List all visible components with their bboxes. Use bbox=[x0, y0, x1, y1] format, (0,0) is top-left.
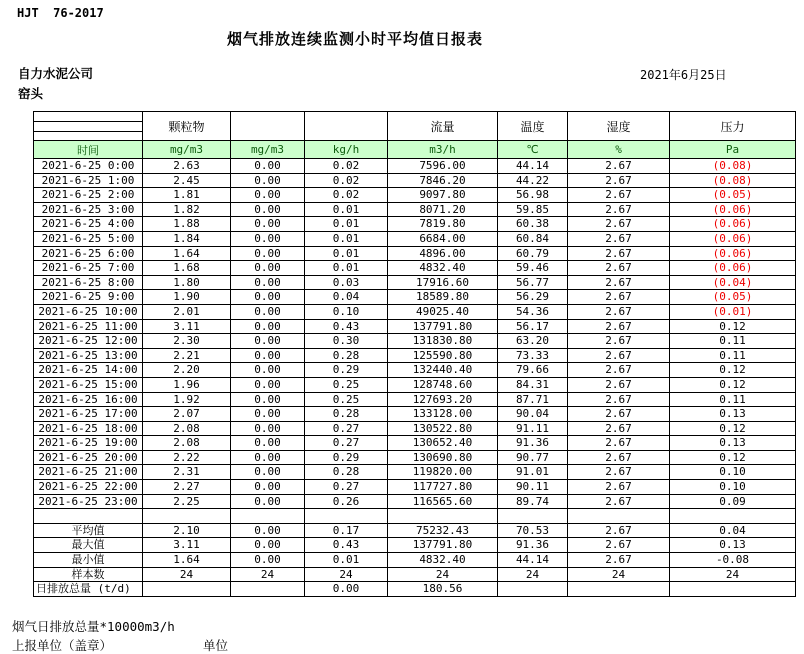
unit-m3-h: m3/h bbox=[388, 141, 498, 159]
header-humidity: 湿度 bbox=[568, 112, 670, 141]
value-cell: 0.00 bbox=[231, 407, 305, 422]
value-cell: 84.31 bbox=[498, 377, 568, 392]
value-cell: 2.22 bbox=[143, 450, 231, 465]
value-cell: 125590.80 bbox=[388, 348, 498, 363]
table-row bbox=[34, 348, 796, 363]
value-cell: 2.67 bbox=[568, 421, 670, 436]
value-cell: (0.06) bbox=[670, 217, 796, 232]
value-cell: (0.05) bbox=[670, 188, 796, 203]
value-cell: 130522.80 bbox=[388, 421, 498, 436]
table-row bbox=[34, 480, 796, 495]
summary-value: 0.00 bbox=[231, 523, 305, 538]
value-cell: 132440.40 bbox=[388, 363, 498, 378]
value-cell: 73.33 bbox=[498, 348, 568, 363]
time-cell: 2021-6-25 18:00 bbox=[34, 421, 143, 436]
value-cell: 4832.40 bbox=[388, 261, 498, 276]
value-cell: 0.00 bbox=[231, 319, 305, 334]
table-row bbox=[34, 450, 796, 465]
company-name: 自力水泥公司 bbox=[18, 66, 94, 81]
summary-value: 3.11 bbox=[143, 538, 231, 553]
value-cell: 0.27 bbox=[305, 436, 388, 451]
value-cell: 44.14 bbox=[498, 159, 568, 174]
table-row bbox=[34, 173, 796, 188]
value-cell: 2.67 bbox=[568, 450, 670, 465]
summary-value bbox=[231, 582, 305, 597]
value-cell: 0.00 bbox=[231, 334, 305, 349]
value-cell: 0.43 bbox=[305, 319, 388, 334]
table-row bbox=[34, 261, 796, 276]
value-cell: 0.01 bbox=[305, 217, 388, 232]
value-cell: 119820.00 bbox=[388, 465, 498, 480]
value-cell: 2.67 bbox=[568, 392, 670, 407]
value-cell: 0.00 bbox=[231, 436, 305, 451]
value-cell: 3.11 bbox=[143, 319, 231, 334]
summary-row bbox=[34, 553, 796, 568]
time-cell: 2021-6-25 9:00 bbox=[34, 290, 143, 305]
report-unit-label: 上报单位（盖章） bbox=[12, 638, 113, 653]
value-cell: 127693.20 bbox=[388, 392, 498, 407]
value-cell: 0.03 bbox=[305, 275, 388, 290]
time-cell: 2021-6-25 11:00 bbox=[34, 319, 143, 334]
value-cell: 0.00 bbox=[231, 173, 305, 188]
summary-value: 2.10 bbox=[143, 523, 231, 538]
time-cell: 2021-6-25 7:00 bbox=[34, 261, 143, 276]
summary-row bbox=[34, 567, 796, 582]
time-cell: 2021-6-25 17:00 bbox=[34, 407, 143, 422]
header-time: 时间 bbox=[34, 141, 143, 159]
unit-pa: Pa bbox=[670, 141, 796, 159]
value-cell: 137791.80 bbox=[388, 319, 498, 334]
table-row bbox=[34, 304, 796, 319]
value-cell: 0.00 bbox=[231, 261, 305, 276]
header-particulate: 颗粒物 bbox=[143, 112, 231, 141]
value-cell: 2.20 bbox=[143, 363, 231, 378]
value-cell: 2.67 bbox=[568, 465, 670, 480]
value-cell: 0.00 bbox=[231, 231, 305, 246]
value-cell: 56.29 bbox=[498, 290, 568, 305]
value-cell: 0.00 bbox=[231, 392, 305, 407]
value-cell: 0.10 bbox=[670, 480, 796, 495]
summary-value bbox=[670, 582, 796, 597]
value-cell: 0.29 bbox=[305, 363, 388, 378]
value-cell: 0.00 bbox=[231, 348, 305, 363]
table-row bbox=[34, 202, 796, 217]
value-cell: 60.38 bbox=[498, 217, 568, 232]
value-cell: 2.67 bbox=[568, 173, 670, 188]
value-cell: 0.25 bbox=[305, 377, 388, 392]
value-cell: (0.06) bbox=[670, 246, 796, 261]
value-cell: 90.77 bbox=[498, 450, 568, 465]
time-cell: 2021-6-25 21:00 bbox=[34, 465, 143, 480]
value-cell: 1.92 bbox=[143, 392, 231, 407]
table-row bbox=[34, 421, 796, 436]
header-temperature: 温度 bbox=[498, 112, 568, 141]
value-cell: 0.00 bbox=[231, 480, 305, 495]
time-cell: 2021-6-25 8:00 bbox=[34, 275, 143, 290]
value-cell: 133128.00 bbox=[388, 407, 498, 422]
unit-kg-h: kg/h bbox=[305, 141, 388, 159]
value-cell: 2.67 bbox=[568, 246, 670, 261]
summary-value: 4832.40 bbox=[388, 553, 498, 568]
value-cell: 0.02 bbox=[305, 159, 388, 174]
value-cell: 2.30 bbox=[143, 334, 231, 349]
header-empty-2 bbox=[305, 112, 388, 141]
time-cell: 2021-6-25 2:00 bbox=[34, 188, 143, 203]
value-cell: 79.66 bbox=[498, 363, 568, 378]
value-cell: 130690.80 bbox=[388, 450, 498, 465]
value-cell: 9097.80 bbox=[388, 188, 498, 203]
value-cell: 117727.80 bbox=[388, 480, 498, 495]
value-cell: 1.64 bbox=[143, 246, 231, 261]
value-cell: 0.29 bbox=[305, 450, 388, 465]
time-cell: 2021-6-25 5:00 bbox=[34, 231, 143, 246]
summary-label: 样本数 bbox=[34, 567, 143, 582]
value-cell: 91.36 bbox=[498, 436, 568, 451]
unit-celsius: ℃ bbox=[498, 141, 568, 159]
value-cell: 0.02 bbox=[305, 188, 388, 203]
summary-value: 24 bbox=[670, 567, 796, 582]
value-cell: 2.67 bbox=[568, 217, 670, 232]
footer-signature-line bbox=[12, 636, 412, 654]
value-cell: 91.01 bbox=[498, 465, 568, 480]
unit-label: 单位 bbox=[203, 638, 229, 653]
value-cell: 4896.00 bbox=[388, 246, 498, 261]
time-cell: 2021-6-25 15:00 bbox=[34, 377, 143, 392]
time-cell: 2021-6-25 20:00 bbox=[34, 450, 143, 465]
summary-label: 日排放总量 (t/d) bbox=[34, 582, 143, 597]
value-cell: 2.67 bbox=[568, 275, 670, 290]
summary-value: 0.43 bbox=[305, 538, 388, 553]
time-cell: 2021-6-25 4:00 bbox=[34, 217, 143, 232]
value-cell: 49025.40 bbox=[388, 304, 498, 319]
value-cell: 2.63 bbox=[143, 159, 231, 174]
value-cell: 0.00 bbox=[231, 275, 305, 290]
summary-value: 0.04 bbox=[670, 523, 796, 538]
value-cell: 0.26 bbox=[305, 494, 388, 509]
summary-value: 0.01 bbox=[305, 553, 388, 568]
summary-value: 2.67 bbox=[568, 538, 670, 553]
time-cell: 2021-6-25 19:00 bbox=[34, 436, 143, 451]
value-cell: 1.68 bbox=[143, 261, 231, 276]
value-cell: 7846.20 bbox=[388, 173, 498, 188]
value-cell: 2.67 bbox=[568, 334, 670, 349]
value-cell: (0.06) bbox=[670, 261, 796, 276]
value-cell: 2.67 bbox=[568, 494, 670, 509]
value-cell: 0.00 bbox=[231, 377, 305, 392]
value-cell: 2.67 bbox=[568, 290, 670, 305]
value-cell: 1.90 bbox=[143, 290, 231, 305]
value-cell: 0.28 bbox=[305, 407, 388, 422]
time-cell: 2021-6-25 1:00 bbox=[34, 173, 143, 188]
value-cell: 63.20 bbox=[498, 334, 568, 349]
value-cell: 0.00 bbox=[231, 421, 305, 436]
value-cell: 56.98 bbox=[498, 188, 568, 203]
value-cell: 128748.60 bbox=[388, 377, 498, 392]
value-cell: 18589.80 bbox=[388, 290, 498, 305]
value-cell: 56.77 bbox=[498, 275, 568, 290]
summary-value: 2.67 bbox=[568, 523, 670, 538]
value-cell: 0.28 bbox=[305, 348, 388, 363]
value-cell: 0.10 bbox=[670, 465, 796, 480]
value-cell: 2.67 bbox=[568, 363, 670, 378]
value-cell: 0.00 bbox=[231, 363, 305, 378]
hour-rows bbox=[34, 159, 796, 509]
value-cell: 89.74 bbox=[498, 494, 568, 509]
value-cell: 2.27 bbox=[143, 480, 231, 495]
value-cell: 0.01 bbox=[305, 202, 388, 217]
summary-value: 24 bbox=[388, 567, 498, 582]
value-cell: 2.08 bbox=[143, 436, 231, 451]
unit-mg-m3-2: mg/m3 bbox=[231, 141, 305, 159]
value-cell: 0.01 bbox=[305, 231, 388, 246]
value-cell: 0.00 bbox=[231, 465, 305, 480]
value-cell: 2.67 bbox=[568, 188, 670, 203]
summary-value: 24 bbox=[231, 567, 305, 582]
value-cell: 0.00 bbox=[231, 494, 305, 509]
value-cell: 2.45 bbox=[143, 173, 231, 188]
summary-label: 最大值 bbox=[34, 538, 143, 553]
value-cell: (0.08) bbox=[670, 173, 796, 188]
value-cell: 8071.20 bbox=[388, 202, 498, 217]
summary-value: 0.00 bbox=[231, 553, 305, 568]
summary-value: 24 bbox=[498, 567, 568, 582]
unit-percent: % bbox=[568, 141, 670, 159]
summary-value: 2.67 bbox=[568, 553, 670, 568]
value-cell: 0.00 bbox=[231, 290, 305, 305]
summary-value: 44.14 bbox=[498, 553, 568, 568]
value-cell: 0.25 bbox=[305, 392, 388, 407]
summary-row bbox=[34, 523, 796, 538]
value-cell: 56.17 bbox=[498, 319, 568, 334]
value-cell: 6684.00 bbox=[388, 231, 498, 246]
time-cell: 2021-6-25 0:00 bbox=[34, 159, 143, 174]
table-row bbox=[34, 231, 796, 246]
footer-note: 烟气日排放总量*10000m3/h bbox=[12, 619, 175, 634]
value-cell: 0.10 bbox=[305, 304, 388, 319]
value-cell: 0.01 bbox=[305, 261, 388, 276]
time-cell: 2021-6-25 12:00 bbox=[34, 334, 143, 349]
value-cell: 2.67 bbox=[568, 348, 670, 363]
summary-row bbox=[34, 538, 796, 553]
value-cell: 59.85 bbox=[498, 202, 568, 217]
time-cell: 2021-6-25 16:00 bbox=[34, 392, 143, 407]
value-cell: 0.00 bbox=[231, 450, 305, 465]
value-cell: 0.01 bbox=[305, 246, 388, 261]
value-cell: 0.11 bbox=[670, 348, 796, 363]
value-cell: 60.84 bbox=[498, 231, 568, 246]
header-empty-1 bbox=[231, 112, 305, 141]
table-row bbox=[34, 188, 796, 203]
value-cell: 0.00 bbox=[231, 217, 305, 232]
value-cell: (0.05) bbox=[670, 290, 796, 305]
value-cell: 0.12 bbox=[670, 319, 796, 334]
summary-value: 180.56 bbox=[388, 582, 498, 597]
time-cell: 2021-6-25 23:00 bbox=[34, 494, 143, 509]
time-cell: 2021-6-25 22:00 bbox=[34, 480, 143, 495]
value-cell: 60.79 bbox=[498, 246, 568, 261]
value-cell: 2.67 bbox=[568, 159, 670, 174]
time-cell: 2021-6-25 6:00 bbox=[34, 246, 143, 261]
value-cell: (0.08) bbox=[670, 159, 796, 174]
value-cell: 90.11 bbox=[498, 480, 568, 495]
value-cell: 17916.60 bbox=[388, 275, 498, 290]
value-cell: 2.07 bbox=[143, 407, 231, 422]
value-cell: 90.04 bbox=[498, 407, 568, 422]
value-cell: 131830.80 bbox=[388, 334, 498, 349]
summary-value bbox=[143, 582, 231, 597]
value-cell: 0.13 bbox=[670, 436, 796, 451]
value-cell: 0.28 bbox=[305, 465, 388, 480]
value-cell: 0.00 bbox=[231, 159, 305, 174]
table-row bbox=[34, 334, 796, 349]
summary-value: -0.08 bbox=[670, 553, 796, 568]
value-cell: 116565.60 bbox=[388, 494, 498, 509]
value-cell: 0.00 bbox=[231, 188, 305, 203]
value-cell: (0.06) bbox=[670, 202, 796, 217]
value-cell: 54.36 bbox=[498, 304, 568, 319]
time-cell: 2021-6-25 10:00 bbox=[34, 304, 143, 319]
value-cell: 0.00 bbox=[231, 246, 305, 261]
summary-value: 0.00 bbox=[231, 538, 305, 553]
value-cell: 2.67 bbox=[568, 231, 670, 246]
monitor-location: 窑头 bbox=[18, 86, 44, 101]
value-cell: (0.01) bbox=[670, 304, 796, 319]
table-row bbox=[34, 407, 796, 422]
value-cell: 0.11 bbox=[670, 334, 796, 349]
value-cell: 0.27 bbox=[305, 421, 388, 436]
value-cell: 130652.40 bbox=[388, 436, 498, 451]
value-cell: 2.67 bbox=[568, 261, 670, 276]
summary-value: 70.53 bbox=[498, 523, 568, 538]
table-row bbox=[34, 436, 796, 451]
value-cell: 1.80 bbox=[143, 275, 231, 290]
summary-row bbox=[34, 582, 796, 597]
report-table bbox=[33, 111, 796, 597]
value-cell: (0.06) bbox=[670, 231, 796, 246]
table-row bbox=[34, 494, 796, 509]
value-cell: 2.67 bbox=[568, 407, 670, 422]
summary-value: 75232.43 bbox=[388, 523, 498, 538]
value-cell: 2.21 bbox=[143, 348, 231, 363]
value-cell: 1.82 bbox=[143, 202, 231, 217]
value-cell: 1.84 bbox=[143, 231, 231, 246]
value-cell: 7596.00 bbox=[388, 159, 498, 174]
value-cell: 1.88 bbox=[143, 217, 231, 232]
table-row bbox=[34, 290, 796, 305]
summary-label: 平均值 bbox=[34, 523, 143, 538]
table-row bbox=[34, 217, 796, 232]
value-cell: 2.67 bbox=[568, 480, 670, 495]
value-cell: 59.46 bbox=[498, 261, 568, 276]
table-row bbox=[34, 377, 796, 392]
time-cell: 2021-6-25 14:00 bbox=[34, 363, 143, 378]
doc-code: HJT 76-2017 bbox=[17, 6, 104, 20]
time-cell: 2021-6-25 3:00 bbox=[34, 202, 143, 217]
header-pressure: 压力 bbox=[670, 112, 796, 141]
table-row bbox=[34, 275, 796, 290]
summary-label: 最小值 bbox=[34, 553, 143, 568]
value-cell: 0.12 bbox=[670, 363, 796, 378]
value-cell: 2.31 bbox=[143, 465, 231, 480]
value-cell: 0.12 bbox=[670, 450, 796, 465]
value-cell: 0.27 bbox=[305, 480, 388, 495]
summary-value: 91.36 bbox=[498, 538, 568, 553]
table-row bbox=[34, 392, 796, 407]
unit-mg-m3-1: mg/m3 bbox=[143, 141, 231, 159]
summary-rows bbox=[34, 523, 796, 596]
spacer-row bbox=[34, 509, 796, 524]
summary-value: 137791.80 bbox=[388, 538, 498, 553]
value-cell: 0.13 bbox=[670, 407, 796, 422]
value-cell: 0.00 bbox=[231, 304, 305, 319]
value-cell: 0.04 bbox=[305, 290, 388, 305]
value-cell: 91.11 bbox=[498, 421, 568, 436]
value-cell: 2.67 bbox=[568, 304, 670, 319]
value-cell: 2.67 bbox=[568, 202, 670, 217]
value-cell: 2.01 bbox=[143, 304, 231, 319]
value-cell: 1.81 bbox=[143, 188, 231, 203]
value-cell: 2.67 bbox=[568, 319, 670, 334]
header-corner-cell bbox=[34, 112, 143, 141]
value-cell: 87.71 bbox=[498, 392, 568, 407]
value-cell: 0.09 bbox=[670, 494, 796, 509]
table-row bbox=[34, 159, 796, 174]
summary-value: 1.64 bbox=[143, 553, 231, 568]
table-row bbox=[34, 319, 796, 334]
summary-value bbox=[498, 582, 568, 597]
time-cell: 2021-6-25 13:00 bbox=[34, 348, 143, 363]
value-cell: 2.67 bbox=[568, 436, 670, 451]
value-cell: (0.04) bbox=[670, 275, 796, 290]
value-cell: 44.22 bbox=[498, 173, 568, 188]
header-row-units bbox=[34, 141, 796, 159]
table-row bbox=[34, 246, 796, 261]
value-cell: 0.12 bbox=[670, 377, 796, 392]
value-cell: 2.67 bbox=[568, 377, 670, 392]
value-cell: 0.02 bbox=[305, 173, 388, 188]
header-row-pollutants bbox=[34, 112, 796, 141]
table-row bbox=[34, 465, 796, 480]
value-cell: 0.12 bbox=[670, 421, 796, 436]
value-cell: 2.08 bbox=[143, 421, 231, 436]
value-cell: 1.96 bbox=[143, 377, 231, 392]
value-cell: 0.11 bbox=[670, 392, 796, 407]
summary-value bbox=[568, 582, 670, 597]
summary-value: 0.00 bbox=[305, 582, 388, 597]
value-cell: 0.00 bbox=[231, 202, 305, 217]
value-cell: 0.30 bbox=[305, 334, 388, 349]
page-title: 烟气排放连续监测小时平均值日报表 bbox=[226, 30, 483, 48]
value-cell: 2.25 bbox=[143, 494, 231, 509]
value-cell: 7819.80 bbox=[388, 217, 498, 232]
summary-value: 0.17 bbox=[305, 523, 388, 538]
summary-value: 24 bbox=[305, 567, 388, 582]
table-row bbox=[34, 363, 796, 378]
report-date: 2021年6月25日 bbox=[640, 68, 727, 82]
summary-value: 24 bbox=[143, 567, 231, 582]
header-flow: 流量 bbox=[388, 112, 498, 141]
summary-value: 0.13 bbox=[670, 538, 796, 553]
summary-value: 24 bbox=[568, 567, 670, 582]
